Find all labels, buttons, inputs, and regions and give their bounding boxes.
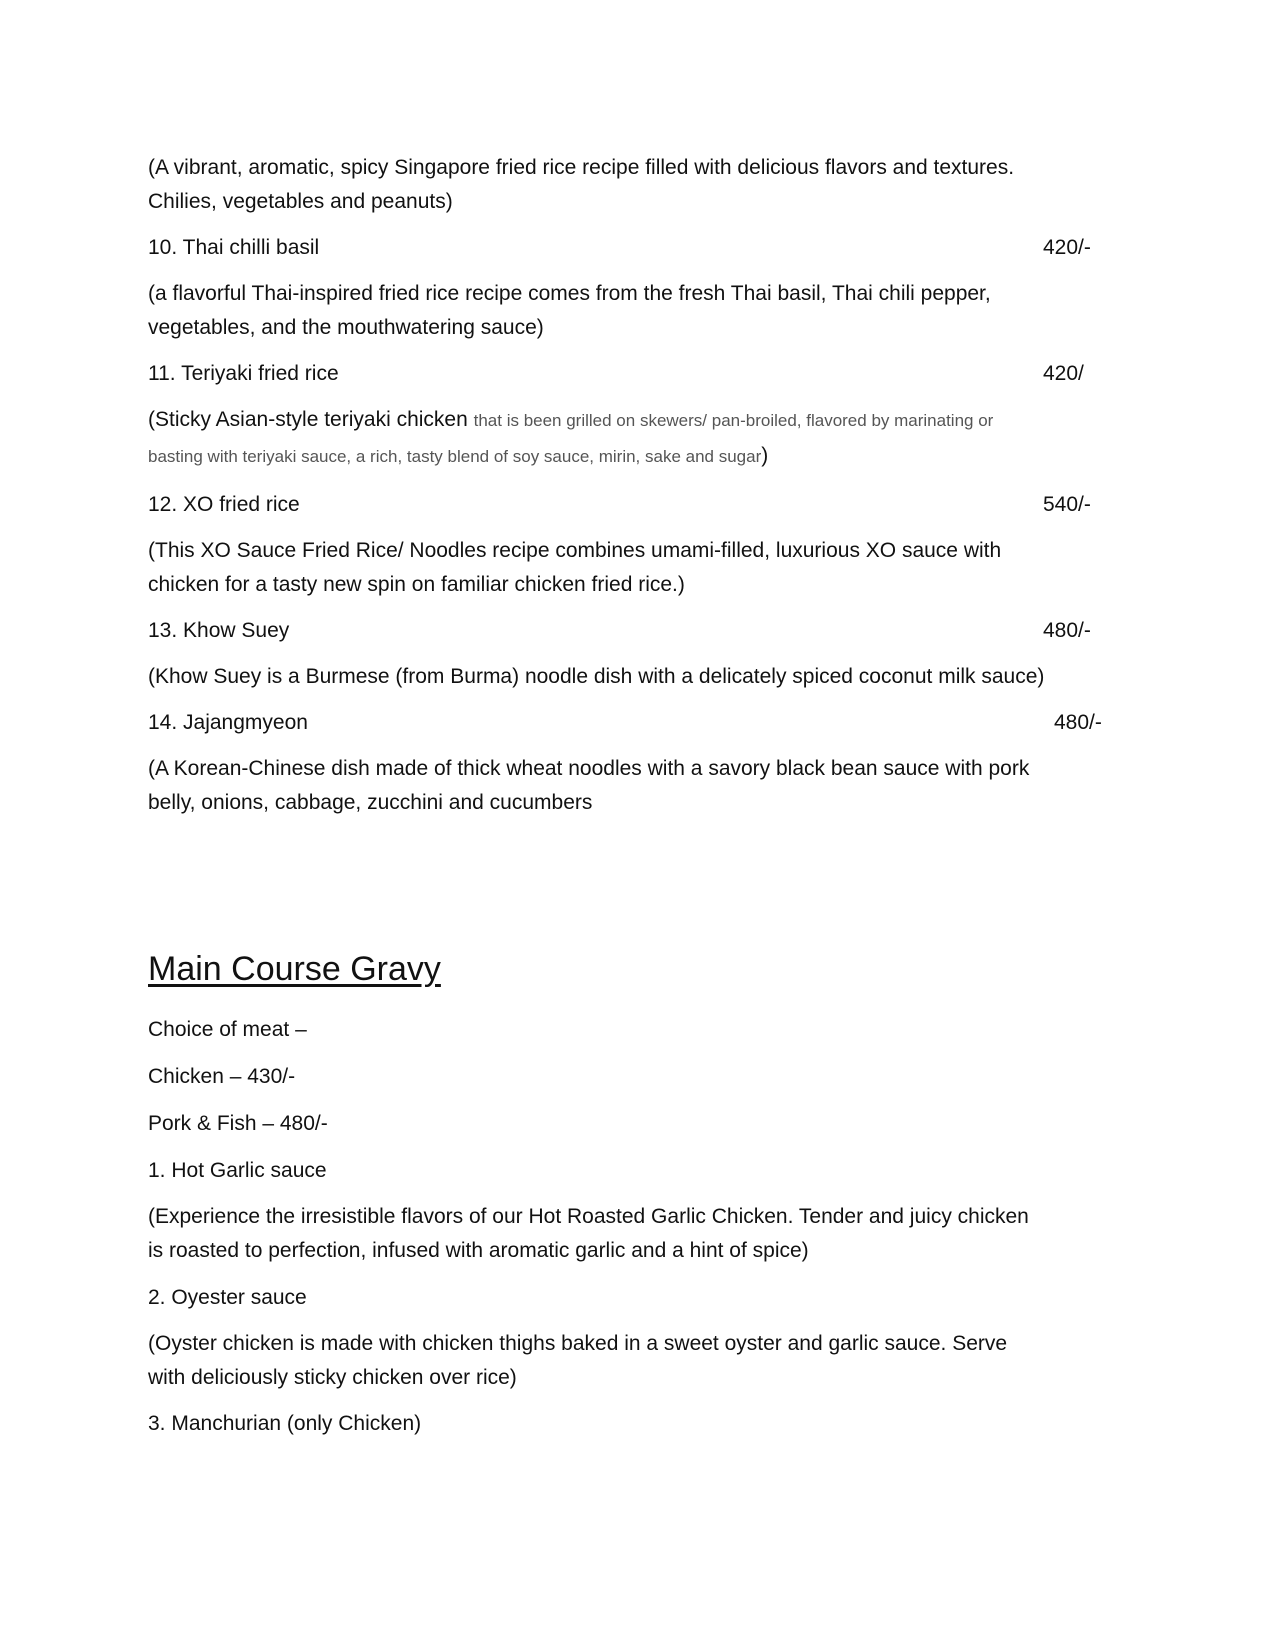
gravy-item-3-name: 3. Manchurian (only Chicken): [148, 1412, 422, 1435]
item-10-desc-line1: (a flavorful Thai-inspired fried rice recipe comes from the fresh Thai basil, Thai chili pepper,: [148, 282, 991, 305]
item-10-desc-line2: vegetables, and the mouthwatering sauce): [148, 316, 544, 339]
item-11-desc-small2: basting with teriyaki sauce, a rich, tasty blend of soy sauce, mirin, sake and sugar: [148, 447, 762, 466]
item-12-desc-line1: (This XO Sauce Fried Rice/ Noodles recipe combines umami-filled, luxurious XO sauce with: [148, 539, 1002, 562]
gravy-item-2-desc-line1: (Oyster chicken is made with chicken thighs baked in a sweet oyster and garlic sauce. Serve: [148, 1332, 1008, 1355]
item-11-name: 11. Teriyaki fried rice: [148, 362, 339, 385]
item-10-price: 420/-: [1043, 236, 1091, 259]
item-12-name: 12. XO fried rice: [148, 493, 300, 516]
item-10-name: 10. Thai chilli basil: [148, 236, 320, 259]
choice-of-meat: Choice of meat –: [148, 1018, 307, 1041]
item-14-name: 14. Jajangmyeon: [148, 711, 308, 734]
gravy-item-2-name: 2. Oyester sauce: [148, 1286, 307, 1309]
item-12-desc-line2: chicken for a tasty new spin on familiar chicken fried rice.): [148, 573, 685, 596]
item-13-name: 13. Khow Suey: [148, 619, 290, 642]
item-14-desc-line2: belly, onions, cabbage, zucchini and cucumbers: [148, 791, 593, 814]
section-heading-main-course-gravy: Main Course Gravy: [148, 950, 441, 988]
item-11-price: 420/: [1043, 362, 1084, 385]
item-11-desc-close: ): [761, 444, 769, 467]
item-11-desc-small1: that is been grilled on skewers/ pan-broiled, flavored by marinating or: [473, 411, 994, 430]
gravy-item-2-desc-line2: with deliciously sticky chicken over rice): [148, 1366, 517, 1389]
item-14-desc-line1: (A Korean-Chinese dish made of thick wheat noodles with a savory black bean sauce with pork: [148, 757, 1030, 780]
singapore-desc-line2: Chilies, vegetables and peanuts): [148, 190, 453, 213]
gravy-item-1-desc-line2: is roasted to perfection, infused with aromatic garlic and a hint of spice): [148, 1239, 809, 1262]
gravy-item-1-name: 1. Hot Garlic sauce: [148, 1159, 327, 1182]
item-11-desc-line1: [148, 402, 993, 439]
price-pork-fish: Pork & Fish – 480/-: [148, 1112, 328, 1135]
gravy-item-1-desc-line1: (Experience the irresistible flavors of our Hot Roasted Garlic Chicken. Tender and juicy chicken: [148, 1205, 1029, 1228]
item-14-price: 480/-: [1054, 711, 1102, 734]
item-13-price: 480/-: [1043, 619, 1091, 642]
price-chicken: Chicken – 430/-: [148, 1065, 296, 1088]
item-11-desc-line2: [148, 438, 768, 475]
item-11-desc-main: (Sticky Asian-style teriyaki chicken: [148, 408, 474, 431]
singapore-desc-line1: (A vibrant, aromatic, spicy Singapore fried rice recipe filled with delicious flavors and textures.: [148, 156, 1015, 179]
item-12-price: 540/-: [1043, 493, 1091, 516]
item-13-desc-line1: (Khow Suey is a Burmese (from Burma) noodle dish with a delicately spiced coconut milk sauce): [148, 665, 1045, 688]
